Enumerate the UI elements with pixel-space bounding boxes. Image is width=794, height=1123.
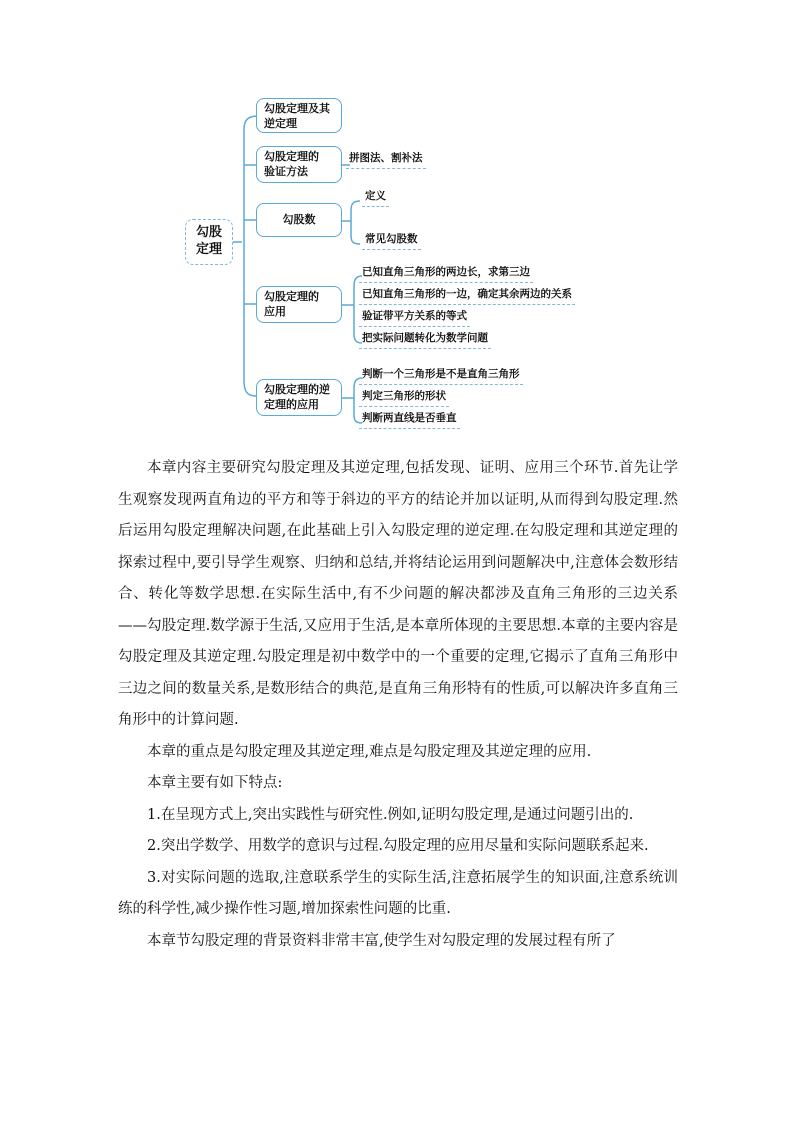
leaf-item: 判断一个三角形是不是直角三角形 — [359, 366, 523, 385]
leaf-item: 定义 — [362, 188, 389, 207]
branch-verification-methods: 勾股定理的 验证方法 — [256, 146, 342, 183]
paragraph: 本章内容主要研究勾股定理及其逆定理,包括发现、证明、应用三个环节.首先让学生观察发现两直角边的平方和等于斜边的平方的结论并加以证明,从而得到勾股定理.然后运用勾股定理解决问题,在此基础上引入勾股定理的逆定理.在勾股定理和其逆定理的探索过程中,要引导学生观察、归纳和总结,并将结论运用到问题解决中,注意体会数形结合、转化等数学思想.在实际生活中,有不少问题的解决都涉及直角三角形的三边关系——勾股定理.数学源于生活,又应用于生活,是本章所体现的主要思想.本章的主要内容是勾股定理及其逆定理.勾股定理是初中数学中的一个重要的定理,它揭示了直角三角形中三边之间的数量关系,是数形结合的典范,是直角三角形特有的性质,可以解决许多直角三角形中的计算问题. — [118, 460, 678, 728]
leaf-item: 验证带平方关系的等式 — [359, 308, 470, 327]
mind-map — [0, 0, 794, 440]
branch-theorem-and-converse: 勾股定理及其 逆定理 — [256, 98, 342, 133]
paragraph: 2.突出学数学、用数学的意识与过程.勾股定理的应用尽量和实际问题联系起来. — [147, 838, 649, 854]
leaf-item: 已知直角三角形的两边长，求第三边 — [359, 264, 533, 283]
leaf-item: 把实际问题转化为数学问题 — [359, 330, 491, 349]
branch-pythagorean-triples: 勾股数 — [256, 203, 342, 237]
paragraph: 1.在呈现方式上,突出实践性与研究性.例如,证明勾股定理,是通过问题引出的. — [147, 806, 634, 823]
leaf-item: 常见勾股数 — [362, 231, 421, 250]
paragraph: 本章主要有如下特点: — [147, 775, 283, 791]
paragraph: 本章节勾股定理的背景资料非常丰富,使学生对勾股定理的发展过程有所了 — [147, 932, 616, 949]
branch-theorem-applications: 勾股定理的 应用 — [256, 286, 342, 323]
leaf-item: 判定三角形的形状 — [359, 388, 449, 407]
root-node: 勾股 定理 — [185, 219, 233, 265]
paragraph: 3.对实际问题的选取,注意联系学生的实际生活,注意拓展学生的知识面,注意系统训练的科学性,减少操作性习题,增加探索性问题的比重. — [118, 869, 678, 917]
body-text — [118, 453, 678, 957]
leaf-item: 判断两直线是否垂直 — [359, 410, 460, 429]
leaf-item: 拼图法、割补法 — [346, 150, 426, 169]
leaf-item: 已知直角三角形的一边，确定其余两边的关系 — [359, 286, 575, 305]
branch-converse-applications: 勾股定理的逆 定理的应用 — [256, 379, 342, 416]
paragraph: 本章的重点是勾股定理及其逆定理,难点是勾股定理及其逆定理的应用. — [147, 743, 592, 760]
